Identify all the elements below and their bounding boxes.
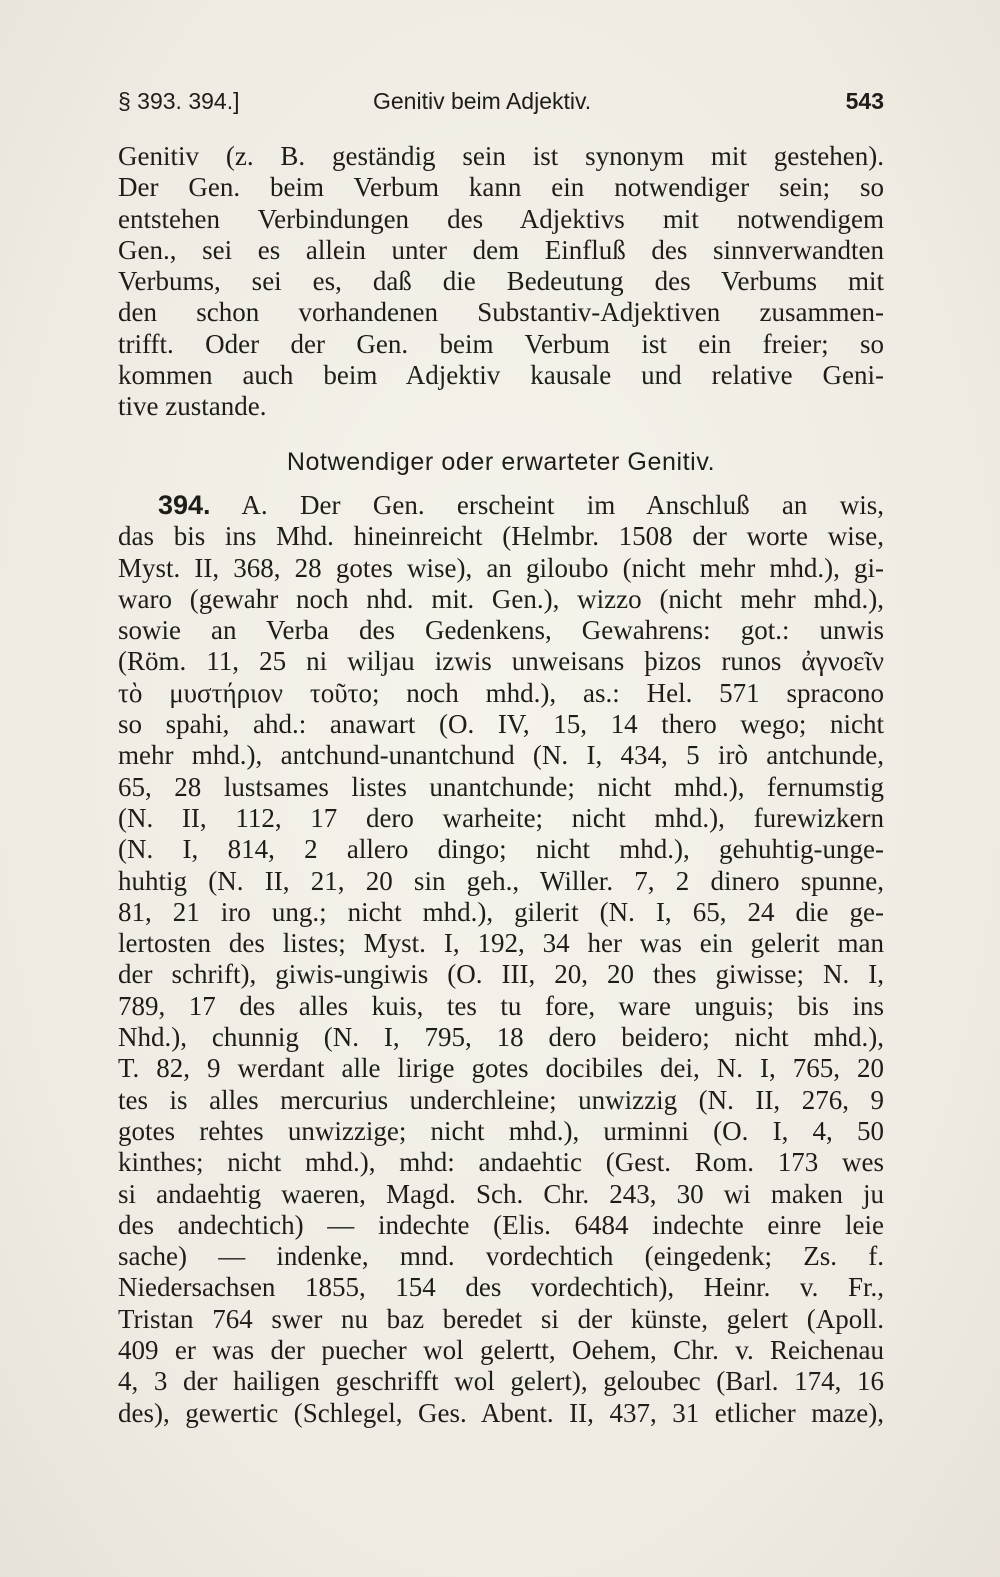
text-line: 4, 3 der hailigen geschrifft wol gelert), geloubec (Barl. 174, 16 bbox=[118, 1366, 884, 1397]
text-line: des), gewertic (Schlegel, Ges. Abent. II, 437, 31 etlicher maze), bbox=[118, 1397, 884, 1428]
text-line: kommen auch beim Adjektiv kausale und relative Geni- bbox=[118, 360, 884, 391]
section-first-line-text: A. Der Gen. erscheint im Anschluß an wis, bbox=[241, 490, 884, 520]
section-394 bbox=[118, 490, 884, 1429]
text-line: si andaehtig waeren, Magd. Sch. Chr. 243, 30 wi maken ju bbox=[118, 1178, 884, 1209]
text-line: (Röm. 11, 25 ni wiljau izwis unweisans þizos runos ἀγνοεῖν bbox=[118, 646, 884, 677]
section-lines bbox=[118, 521, 884, 1429]
section-reference: § 393. 394.] bbox=[118, 88, 240, 114]
section-number: 394. bbox=[158, 490, 211, 520]
text-line: mehr mhd.), antchund-unantchund (N. I, 434, 5 irò antchunde, bbox=[118, 740, 884, 771]
text-line: T. 82, 9 werdant alle lirige gotes docibiles dei, N. I, 765, 20 bbox=[118, 1053, 884, 1084]
text-line: 65, 28 lustsames listes unantchunde; nicht mhd.), fernumstig bbox=[118, 771, 884, 802]
text-line: lertosten des listes; Myst. I, 192, 34 her was ein gelerit man bbox=[118, 928, 884, 959]
text-line: Nhd.), chunnig (N. I, 795, 18 dero beidero; nicht mhd.), bbox=[118, 1022, 884, 1053]
section-heading: Notwendiger oder erwarteter Genitiv. bbox=[286, 448, 716, 476]
text-line: Myst. II, 368, 28 gotes wise), an giloubo (nicht mehr mhd.), gi- bbox=[118, 552, 884, 583]
text-line: Verbums, sei es, daß die Bedeutung des Verbums mit bbox=[118, 266, 884, 297]
section-first-line bbox=[118, 490, 884, 521]
text-line: sowie an Verba des Gedenkens, Gewahrens: got.: unwis bbox=[118, 615, 884, 646]
text-line: (N. I, 814, 2 allero dingo; nicht mhd.), gehuhtig-unge- bbox=[118, 834, 884, 865]
text-line: das bis ins Mhd. hineinreicht (Helmbr. 1508 der worte wise, bbox=[118, 521, 884, 552]
text-line: τὸ μυστήριον τοῦτο; noch mhd.), as.: Hel. 571 spracono bbox=[118, 677, 884, 708]
text-line: tive zustande. bbox=[118, 391, 267, 422]
text-line: (N. II, 112, 17 dero warheite; nicht mhd.), furewizkern bbox=[118, 802, 884, 833]
text-line: kinthes; nicht mhd.), mhd: andaehtic (Gest. Rom. 173 wes bbox=[118, 1147, 884, 1178]
text-line: Der Gen. beim Verbum kann ein notwendiger sein; so bbox=[118, 172, 884, 203]
text-line: waro (gewahr noch nhd. mit. Gen.), wizzo (nicht mehr mhd.), bbox=[118, 583, 884, 614]
text-line: trifft. Oder der Gen. beim Verbum ist ein freier; so bbox=[118, 328, 884, 359]
text-line: 409 er was der puecher wol gelertt, Oehem, Chr. v. Reichenau bbox=[118, 1335, 884, 1366]
text-line: des andechtich) — indechte (Elis. 6484 indechte einre leie bbox=[118, 1209, 884, 1240]
text-line: Gen., sei es allein unter dem Einfluß des sinnverwandten bbox=[118, 234, 884, 265]
text-line: huhtig (N. II, 21, 20 sin geh., Willer. 7, 2 dinero spunne, bbox=[118, 865, 884, 896]
text-line: tes is alles mercurius underchleine; unwizzig (N. II, 276, 9 bbox=[118, 1084, 884, 1115]
running-title: Genitiv beim Adjektiv. bbox=[373, 88, 592, 114]
running-header bbox=[118, 88, 884, 118]
text-line: Tristan 764 swer nu baz beredet si der künste, gelert (Apoll. bbox=[118, 1303, 884, 1334]
text-line: 81, 21 iro ung.; nicht mhd.), gilerit (N. I, 65, 24 die ge- bbox=[118, 896, 884, 927]
text-line: gotes rehtes unwizzige; nicht mhd.), urminni (O. I, 4, 50 bbox=[118, 1115, 884, 1146]
text-line: sache) — indenke, mnd. vordechtich (eingedenk; Zs. f. bbox=[118, 1241, 884, 1272]
text-line: entstehen Verbindungen des Adjektivs mit notwendigem bbox=[118, 203, 884, 234]
text-line: Niedersachsen 1855, 154 des vordechtich), Heinr. v. Fr., bbox=[118, 1272, 884, 1303]
page-number: 543 bbox=[845, 88, 884, 114]
text-line: der schrift), giwis-ungiwis (O. III, 20, 20 thes giwisse; N. I, bbox=[118, 959, 884, 990]
intro-paragraph bbox=[118, 141, 884, 423]
text-line: den schon vorhandenen Substantiv-Adjektiven zusammen- bbox=[118, 297, 884, 328]
text-line: so spahi, ahd.: anawart (O. IV, 15, 14 thero wego; nicht bbox=[118, 709, 884, 740]
text-line: 789, 17 des alles kuis, tes tu fore, ware unguis; bis ins bbox=[118, 990, 884, 1021]
text-line: Genitiv (z. B. geständig sein ist synonym mit gestehen). bbox=[118, 141, 884, 171]
